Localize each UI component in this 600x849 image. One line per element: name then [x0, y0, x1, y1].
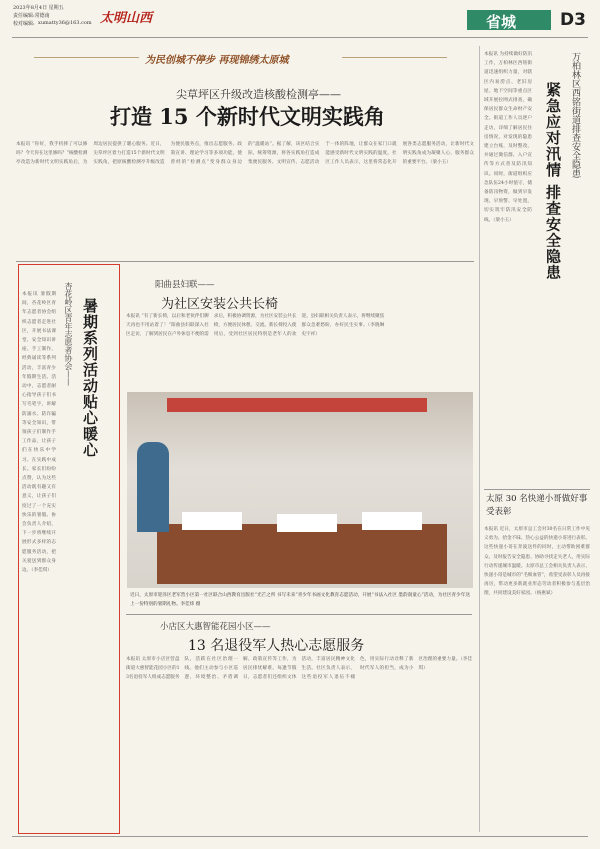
volunteer-deck: 杏花岭区青年志愿者协会—— — [64, 282, 73, 386]
yangqu-body: 本报讯 “有了新长椅，以后和老伙伴们聊天再也不用站着了！”阳曲县妇联深入社区走访，了解到居民在户外休息不便的需求后，积极协调资源，为社区安装公共长椅，方便居民休憩、交流。新长椅投入使用后，受到社区居民特别是老年人的欢迎。县妇联相关负责人表示，将继续聚焦群众急难愁盼，办好民生实事。（李晓琳 史宇祥） — [126, 314, 385, 338]
slogan-right-line — [342, 57, 447, 58]
veterans-kicker: 小店区大惠智能花园小区—— — [160, 622, 271, 632]
section-name: 省城 — [486, 13, 517, 31]
yangqu-headline: 为社区安装公共长椅 — [161, 297, 279, 312]
calligraphy-photo — [127, 392, 473, 588]
slogan-banner — [12, 42, 467, 72]
photo-paper-1 — [182, 512, 242, 530]
newspaper-logo: 太明山西 — [100, 11, 153, 26]
divider-right-col — [479, 46, 480, 832]
photo-banner — [167, 398, 427, 412]
courier-headline: 太原 30 名快递小哥做好事受表彰 — [486, 494, 588, 517]
divider-side — [484, 489, 590, 490]
lead-headline: 打造 15 个新时代文明实践角 — [110, 104, 385, 129]
volunteer-body-cont — [22, 492, 116, 828]
veterans-headline: 13 名退役军人热心志愿服务 — [188, 638, 365, 654]
photo-figure — [137, 442, 169, 532]
volunteer-body: 本报讯 暑假期间，杏花岭区青年志愿者协会组织志愿者走进社区，开展书法课堂、安全知识讲座、手工制作、经典诵读等系列活动，丰富青少年假期生活。活动中，志愿者耐心指导孩子们书写毛笔字，讲解防溺水、防诈骗等安全知识，带领孩子们制作手工作品，让孩子们在快乐中学习、在实践中成长。家长们纷纷点赞，认为这些活动既有趣又有意义，让孩子们度过了一个充实快乐的暑假。协会负责人介绍，下一步将继续开展形式多样的志愿服务活动，把关爱送到群众身边。（李佳琪） — [22, 292, 56, 574]
proof: 校对编辑: — [13, 21, 35, 27]
photo-paper-3 — [362, 512, 422, 530]
page-number: D3 — [560, 10, 586, 30]
lead-kicker: 尖草坪区升级改造核酸检测亭—— — [176, 88, 341, 101]
side-kicker: 万柏林区西铭街道排查安全隐患 — [570, 52, 580, 178]
side-body: 本报讯 为持续做好防汛工作，万柏林区西铭街道迅速组织力量，对辖区内易涝点、老旧房屋、地下空间等重点区域开展拉网式排查，确保居民群众生命财产安全。街道工作人员逐户走访，详细了解居民住房情况，对发现的隐患建立台账，及时整改，并通过微信群、入户宣传等方式普及防汛知识。同时，街道组织应急队伍24小时值守，储备防汛物资，做到早发现、早预警、早处置，切实筑牢防汛安全防线。（梁小玉） — [484, 52, 532, 223]
divider-photo — [126, 614, 472, 615]
masthead-rule — [12, 37, 588, 38]
date: 2023年8月4日 星期五 — [13, 5, 64, 11]
slogan-left-line — [34, 57, 139, 58]
slogan-text: 为民创城不停步 再现锦绣太原城 — [145, 55, 289, 66]
side-headline: 紧急应对汛情 排查安全隐患 — [544, 82, 562, 281]
editor: 责任编辑:常德南 — [13, 13, 50, 19]
masthead — [0, 0, 600, 38]
photo-table — [157, 524, 447, 584]
footer-rule — [12, 836, 588, 837]
email: xumatty36@163.com — [38, 20, 92, 26]
photo-caption: 近日，太原市迎泽区老军营小区第一社区联合山西教育出版社“光芒之所 书写未来”青少年书画文化教育志愿活动，开展“书法入社区 墨韵润童心”活动，为社区青少年送上一份特别的暑期礼物。李佳炜 摄 — [130, 593, 470, 607]
lead-body: 本报讯 “你好，我手机摔了可以修吗？今天你在这里修吗？”核酸检测亭改造为新时代文明实践角后，为周边居民提供了暖心服务。近日，尖草坪区着力打造15个新时代文明实践角，把原核酸检测亭升级改造为便民服务点，推出志愿服务、政策宣讲、理论学习等多项功能，使曾经的“检测点”变身群众身边的“温暖站”。据了解，该区结合实际，统筹资源，将各实践角打造成集便民服务、文明宣传、志愿活动于一体的阵地，让群众在家门口就能感受新时代文明实践的温度。社区工作人员表示，这里将常态化开展各类志愿服务活动，让新时代文明实践角成为凝聚人心、服务群众的重要平台。（梁小玉） — [16, 142, 474, 166]
volunteer-headline: 暑期系列活动贴心暖心 — [81, 298, 99, 458]
courier-body: 本报讯 近日，太原市总工会对30名在日常工作中见义勇为、拾金不昧、热心公益的快递小哥进行表彰。这些快递小哥在奔波送件的同时，主动帮助困难群众、及时报告安全隐患、协助寻找走失老人，用实际行动传递城市温暖。太原市总工会相关负责人表示，快递小哥是城市的“毛细血管”，希望受表彰人员再接再厉，带动更多新就业形态劳动者积极参与基层治理，共同建设美好家园。（杨惠斌） — [484, 527, 590, 597]
side-body-lower — [535, 300, 591, 470]
photo-paper-2 — [277, 514, 337, 532]
yangqu-kicker: 阳曲县妇联—— — [155, 280, 215, 290]
divider-lead — [16, 261, 474, 262]
veterans-body: 本报讯 太原市小店区营盘街道大惠智能花园小区的13名退役军人组成志愿服务队，活跃在社区治理一线。他们主动参与小区巡逻、环境整治、矛盾调解、政策宣传等工作，为居民排忧解难。每逢节假日，志愿者们还组织文体活动，丰富居民精神文化生活。社区负责人表示，这些退役军人退伍不褪色，用实际行动诠释了新时代军人的担当，成为小区治理的重要力量。（李佳琪） — [126, 657, 472, 681]
